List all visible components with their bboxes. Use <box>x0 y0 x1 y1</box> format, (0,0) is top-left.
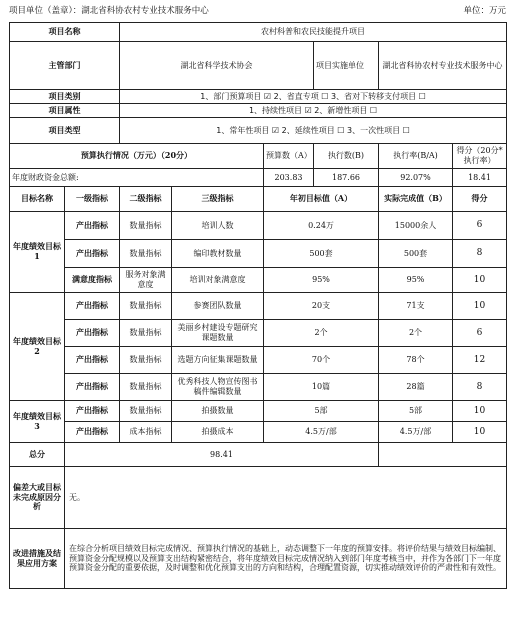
budget-label-top: 预算执行情况（万元）（20分） <box>10 144 264 169</box>
score-value: 6 <box>453 320 507 347</box>
level3-indicator: 培训对象满意度 <box>172 268 264 293</box>
level1-indicator: 产出指标 <box>65 320 120 347</box>
level2-indicator: 数量指标 <box>120 240 172 268</box>
total-label: 总分 <box>10 443 65 467</box>
row-improvement <box>10 529 507 589</box>
exec-value: 187.66 <box>314 169 379 187</box>
indicator-row <box>10 422 507 443</box>
plan-value: 0.24万 <box>264 212 379 240</box>
total-blank <box>379 443 507 467</box>
type-label: 项目类型 <box>10 118 120 144</box>
category-label: 项目类别 <box>10 90 120 104</box>
score-value: 18.41 <box>453 169 507 187</box>
row-category <box>10 90 507 104</box>
level3-indicator: 拍摄成本 <box>172 422 264 443</box>
actual-value: 2个 <box>379 320 453 347</box>
row-indicator-header <box>10 187 507 212</box>
improve-text: 在综合分析项目绩效目标完成情况、预算执行情况的基础上，动态调整下一年度的预算安排。将评价结果与绩效目标编制、预算资金分配规模以及预算支出结构紧密结合，将年度绩效目标完成情况纳入到部门年度考核当中，并作为各部门下一年度预算资金分配的重要依据，及时调整和优化预算支出的方向和结构，合理配置资源，切实推动绩效评价的严肃性和有效性。 <box>65 529 507 589</box>
goal-name: 年度绩效目标3 <box>10 401 65 443</box>
level1-indicator: 产出指标 <box>65 374 120 401</box>
level3-indicator: 编印教材数量 <box>172 240 264 268</box>
plan-value: 20支 <box>264 293 379 320</box>
budget-value: 203.83 <box>264 169 314 187</box>
level3-indicator: 拍摄数量 <box>172 401 264 422</box>
hdr-actual: 实际完成值（B） <box>379 187 453 212</box>
hdr-l1: 一级指标 <box>65 187 120 212</box>
score-value: 10 <box>453 268 507 293</box>
improve-label: 改进措施及结果应用方案 <box>10 529 65 589</box>
plan-value: 500套 <box>264 240 379 268</box>
row-deviation <box>10 467 507 529</box>
score-value: 12 <box>453 347 507 374</box>
deviation-text: 无。 <box>65 467 507 529</box>
actual-value: 5部 <box>379 401 453 422</box>
attribute-options: 1、持续性项目 ☑ 2、新增性项目 ☐ <box>120 104 507 118</box>
level1-indicator: 满意度指标 <box>65 268 120 293</box>
budget-col-b: 执行数(B) <box>314 144 379 169</box>
plan-value: 70个 <box>264 347 379 374</box>
actual-value: 500套 <box>379 240 453 268</box>
plan-value: 4.5万/部 <box>264 422 379 443</box>
level2-indicator: 成本指标 <box>120 422 172 443</box>
performance-evaluation-table <box>9 22 507 589</box>
category-options: 1、部门预算项目 ☑ 2、省直专项 ☐ 3、省对下转移支付项目 ☐ <box>120 90 507 104</box>
plan-value: 95% <box>264 268 379 293</box>
project-unit-stamp: 项目单位（盖章）：湖北省科协农村专业技术服务中心 <box>9 6 209 16</box>
score-value: 10 <box>453 293 507 320</box>
row-budget-values <box>10 169 507 187</box>
hdr-l3: 三级指标 <box>172 187 264 212</box>
level2-indicator: 数量指标 <box>120 293 172 320</box>
level1-indicator: 产出指标 <box>65 293 120 320</box>
budget-col-score: 得分（20分*执行率） <box>453 144 507 169</box>
project-name-value: 农村科普和农民技能提升项目 <box>120 23 507 42</box>
hdr-goal: 目标名称 <box>10 187 65 212</box>
level3-indicator: 美丽乡村建设专题研究课题数量 <box>172 320 264 347</box>
dept-value: 湖北省科学技术协会 <box>120 42 314 90</box>
level1-indicator: 产出指标 <box>65 347 120 374</box>
money-unit: 单位：万元 <box>463 6 506 16</box>
score-value: 10 <box>453 422 507 443</box>
actual-value: 28篇 <box>379 374 453 401</box>
hdr-score: 得分 <box>453 187 507 212</box>
level2-indicator: 数量指标 <box>120 320 172 347</box>
row-total <box>10 443 507 467</box>
indicator-row <box>10 347 507 374</box>
level3-indicator: 参赛团队数量 <box>172 293 264 320</box>
level2-indicator: 数量指标 <box>120 401 172 422</box>
level1-indicator: 产出指标 <box>65 422 120 443</box>
level3-indicator: 选题方向征集课题数量 <box>172 347 264 374</box>
impl-value: 湖北省科协农村专业技术服务中心 <box>379 42 507 90</box>
indicator-row <box>10 212 507 240</box>
row-attribute <box>10 104 507 118</box>
plan-value: 2个 <box>264 320 379 347</box>
total-value: 98.41 <box>65 443 379 467</box>
hdr-plan: 年初目标值（A） <box>264 187 379 212</box>
row-budget-header <box>10 144 507 169</box>
rate-value: 92.07% <box>379 169 453 187</box>
indicator-row <box>10 320 507 347</box>
attribute-label: 项目属性 <box>10 104 120 118</box>
budget-row-label: 年度财政资金总额: <box>10 169 264 187</box>
actual-value: 95% <box>379 268 453 293</box>
level2-indicator: 数量指标 <box>120 347 172 374</box>
level3-indicator: 培训人数 <box>172 212 264 240</box>
row-project-name <box>10 23 507 42</box>
level1-indicator: 产出指标 <box>65 401 120 422</box>
actual-value: 15000余人 <box>379 212 453 240</box>
level2-indicator: 服务对象满意度 <box>120 268 172 293</box>
impl-label: 项目实施单位 <box>314 42 379 90</box>
score-value: 10 <box>453 401 507 422</box>
row-type <box>10 118 507 144</box>
score-value: 8 <box>453 374 507 401</box>
budget-col-a: 预算数（A） <box>264 144 314 169</box>
level1-indicator: 产出指标 <box>65 212 120 240</box>
score-value: 8 <box>453 240 507 268</box>
actual-value: 4.5万/部 <box>379 422 453 443</box>
plan-value: 10篇 <box>264 374 379 401</box>
level2-indicator: 数量指标 <box>120 212 172 240</box>
type-options: 1、常年性项目 ☑ 2、延续性项目 ☐ 3、一次性项目 ☐ <box>120 118 507 144</box>
plan-value: 5部 <box>264 401 379 422</box>
goal-name: 年度绩效目标2 <box>10 293 65 401</box>
actual-value: 71支 <box>379 293 453 320</box>
dept-label: 主管部门 <box>10 42 120 90</box>
hdr-l2: 二级指标 <box>120 187 172 212</box>
row-department <box>10 42 507 90</box>
level1-indicator: 产出指标 <box>65 240 120 268</box>
score-value: 6 <box>453 212 507 240</box>
indicator-row <box>10 374 507 401</box>
indicator-row <box>10 240 507 268</box>
indicator-row <box>10 401 507 422</box>
indicator-row <box>10 268 507 293</box>
deviation-label: 偏差大或目标未完成原因分析 <box>10 467 65 529</box>
budget-col-rate: 执行率(B/A) <box>379 144 453 169</box>
goal-name: 年度绩效目标1 <box>10 212 65 293</box>
page-header <box>9 4 506 18</box>
actual-value: 78个 <box>379 347 453 374</box>
project-name-label: 项目名称 <box>10 23 120 42</box>
level3-indicator: 优秀科技人物宣传图书稿件编辑数量 <box>172 374 264 401</box>
level2-indicator: 数量指标 <box>120 374 172 401</box>
indicator-row <box>10 293 507 320</box>
